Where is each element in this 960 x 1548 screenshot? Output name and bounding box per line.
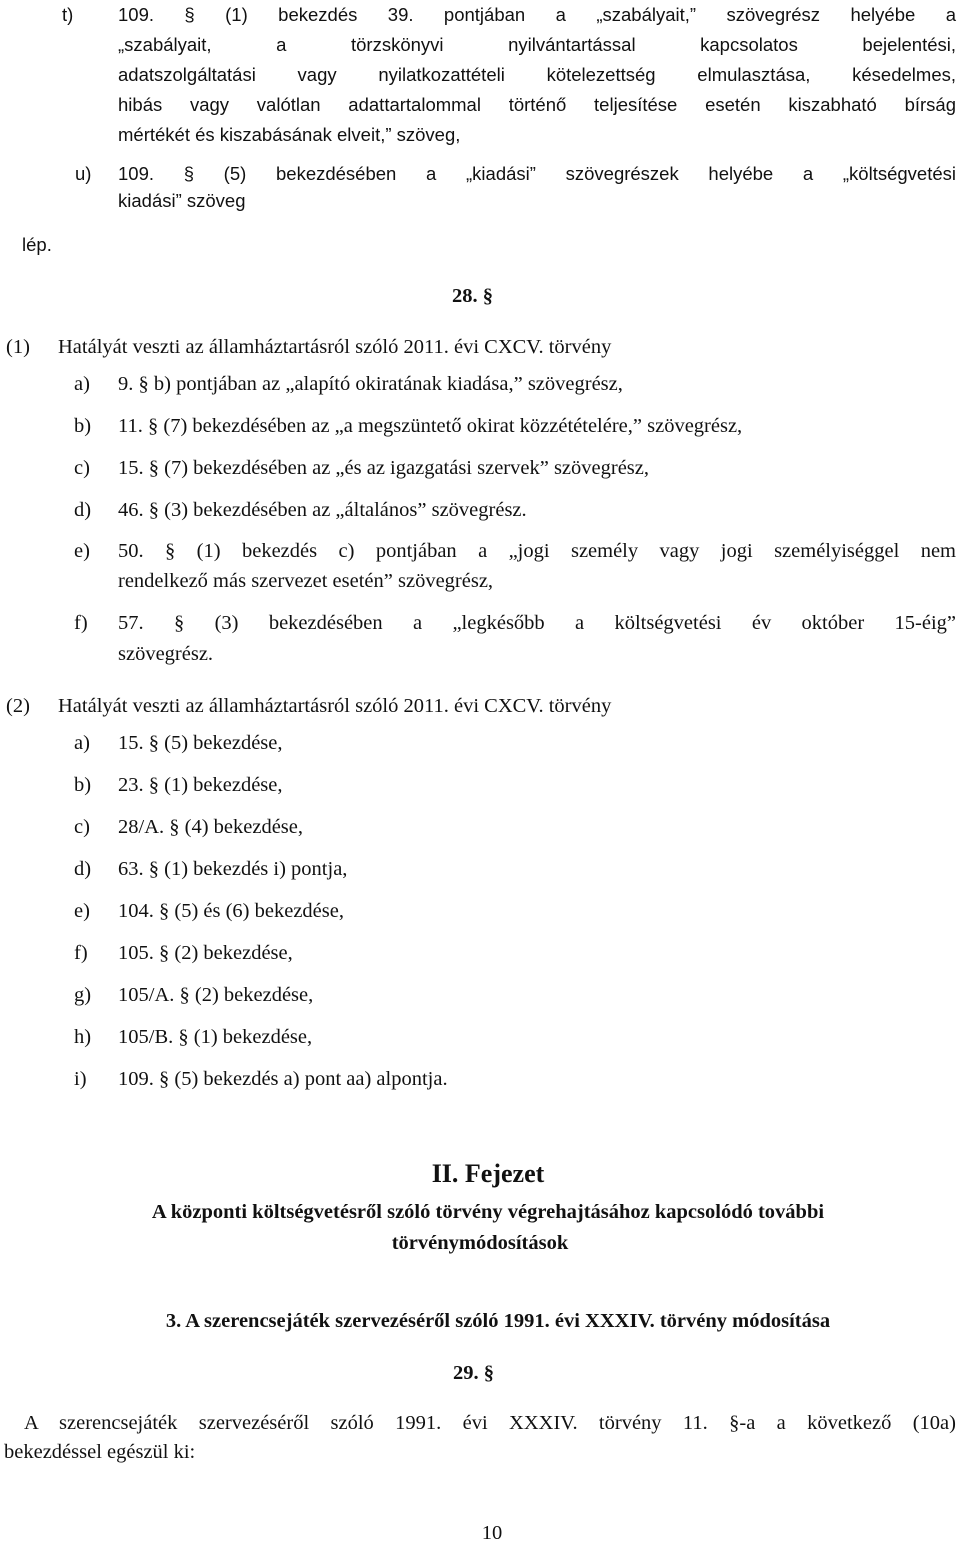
p1-item-label: a) <box>74 373 90 395</box>
item-t-line2: „szabályait, a törzskönyvi nyilvántartással kapcsolatos bejelentési, <box>118 34 956 55</box>
p2-item-text: 23. § (1) bekezdése, <box>118 774 283 796</box>
p2-item-text: 104. § (5) és (6) bekezdése, <box>118 900 344 922</box>
section-28-heading: 28. § <box>452 285 493 307</box>
p2-item-label: i) <box>74 1068 87 1090</box>
p2-item-label: d) <box>74 858 92 880</box>
p1-item-label: b) <box>74 415 92 437</box>
p1-item-text: 46. § (3) bekezdésében az „általános” szövegrész. <box>118 499 527 521</box>
paragraph-2-number: (2) <box>6 695 30 717</box>
item-t-line3: adatszolgáltatási vagy nyilatkozattételi kötelezettség elmulasztása, késedelmes, <box>118 64 956 85</box>
chapter-subtitle-line2: törvénymódosítások <box>391 1232 569 1254</box>
p2-item-text: 105. § (2) bekezdése, <box>118 942 293 964</box>
chapter-title: II. Fejezet <box>431 1159 545 1188</box>
p2-item-label: a) <box>74 732 90 754</box>
subsection-3-heading: 3. A szerencsejáték szervezéséről szóló 1991. évi XXXIV. törvény módosítása <box>165 1310 831 1332</box>
p2-item-label: e) <box>74 900 90 922</box>
p2-item-text: 109. § (5) bekezdés a) pont aa) alpontja. <box>118 1068 448 1090</box>
p2-item-label: f) <box>74 942 88 964</box>
item-label-u: u) <box>75 163 92 184</box>
p1-item-label: d) <box>74 499 92 521</box>
p2-item-text: 105/B. § (1) bekezdése, <box>118 1026 313 1048</box>
item-label-t: t) <box>62 4 74 25</box>
p2-item-label: g) <box>74 984 92 1006</box>
p2-item-label: c) <box>74 816 90 838</box>
p1-item-label: c) <box>74 457 90 479</box>
paragraph-1-intro: Hatályát veszti az államháztartásról szóló 2011. évi CXCV. törvény <box>58 336 612 358</box>
item-t-line5: mértékét és kiszabásának elveit,” szöveg, <box>118 124 461 145</box>
p1-item-text: 15. § (7) bekezdésében az „és az igazgatási szervek” szövegrész, <box>118 457 650 479</box>
p2-item-label: h) <box>74 1026 92 1048</box>
p1-item-text-line2: rendelkező más szervezet esetén” szövegrész, <box>118 570 494 592</box>
p2-item-text: 28/A. § (4) bekezdése, <box>118 816 304 838</box>
p2-item-text: 15. § (5) bekezdése, <box>118 732 283 754</box>
chapter-subtitle-line1: A központi költségvetésről szóló törvény végrehajtásához kapcsolódó további <box>151 1201 825 1223</box>
p1-item-text-line2: szövegrész. <box>118 643 214 665</box>
p1-item-label: f) <box>74 612 88 634</box>
item-u-line1: 109. § (5) bekezdésében a „kiadási” szövegrészek helyébe a „költségvetési <box>118 163 956 184</box>
section-29-line1: A szerencsejáték szervezéséről szóló 1991. évi XXXIV. törvény 11. §-a a következő (10a) <box>24 1412 956 1434</box>
page-number: 10 <box>481 1522 503 1544</box>
section-29-heading: 29. § <box>453 1362 494 1384</box>
item-u-line2: kiadási” szöveg <box>118 190 246 211</box>
p1-item-label: e) <box>74 540 90 562</box>
p1-item-text-line1: 50. § (1) bekezdés c) pontjában a „jogi személy vagy jogi személyiséggel nem <box>118 540 956 562</box>
p2-item-text: 105/A. § (2) bekezdése, <box>118 984 314 1006</box>
p1-item-text-line1: 57. § (3) bekezdésében a „legkésőbb a költségvetési év október 15-éig” <box>118 612 956 634</box>
p2-item-label: b) <box>74 774 92 796</box>
p1-item-text: 11. § (7) bekezdésében az „a megszüntető okirat közzétételére,” szövegrész, <box>118 415 743 437</box>
paragraph-2-intro: Hatályát veszti az államháztartásról szóló 2011. évi CXCV. törvény <box>58 695 612 717</box>
item-t-line1: 109. § (1) bekezdés 39. pontjában a „szabályait,” szövegrész helyébe a <box>118 4 956 25</box>
lep-text: lép. <box>22 234 52 255</box>
p2-item-text: 63. § (1) bekezdés i) pontja, <box>118 858 348 880</box>
paragraph-1-number: (1) <box>6 336 30 358</box>
section-29-line2: bekezdéssel egészül ki: <box>4 1441 196 1463</box>
item-t-line4: hibás vagy valótlan adattartalommal történő teljesítése esetén kiszabható bírság <box>118 94 956 115</box>
p1-item-text: 9. § b) pontjában az „alapító okiratának kiadása,” szövegrész, <box>118 373 623 395</box>
